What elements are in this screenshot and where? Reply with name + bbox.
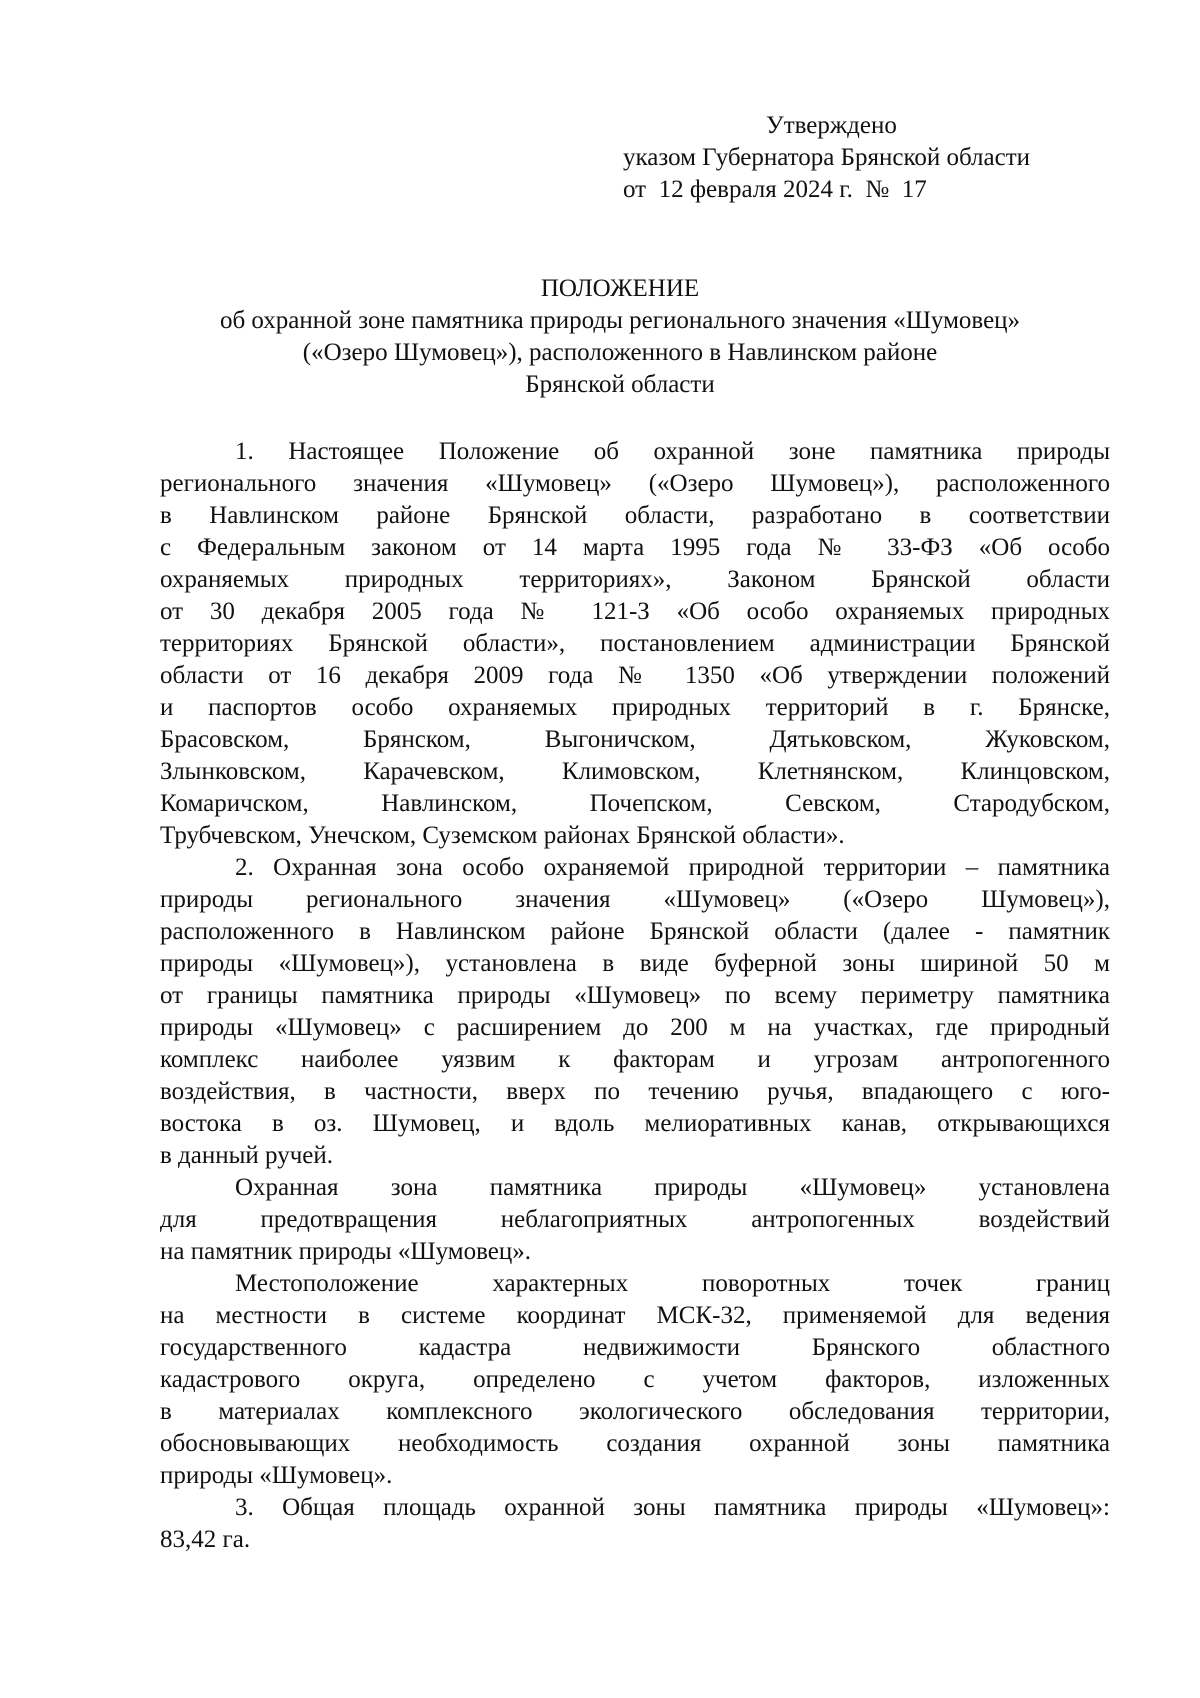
paragraph-line: охраняемых природных территориях», Законом Брянской области bbox=[160, 566, 1110, 593]
paragraph-line: области от 16 декабря 2009 года № 1350 «Об утверждении положений bbox=[160, 662, 1110, 689]
title-line-1: об охранной зоне памятника природы регионального значения «Шумовец» bbox=[219, 307, 1021, 334]
paragraph-line: 2. Охранная зона особо охраняемой природной территории – памятника bbox=[235, 854, 1110, 881]
paragraph-1 bbox=[160, 436, 1110, 852]
paragraph-line: кадастрового округа, определено с учетом факторов, изложенных bbox=[160, 1366, 1110, 1393]
paragraph-line: Трубчевском, Унечском, Суземском районах Брянской области». bbox=[160, 822, 845, 849]
document-title bbox=[160, 273, 1080, 401]
paragraph-line: государственного кадастра недвижимости Брянского областного bbox=[160, 1334, 1110, 1361]
paragraph-line: природы «Шумовец» с расширением до 200 м на участках, где природный bbox=[160, 1014, 1110, 1041]
paragraph-line: 1. Настоящее Положение об охранной зоне памятника природы bbox=[235, 438, 1110, 465]
approval-line-2: указом Губернатора Брянской области bbox=[623, 144, 1031, 171]
paragraph-line: Комаричском, Навлинском, Почепском, Севском, Стародубском, bbox=[160, 790, 1110, 817]
approval-line-1: Утверждено bbox=[766, 112, 897, 139]
paragraph-line: природы «Шумовец». bbox=[160, 1462, 393, 1489]
document-body bbox=[160, 436, 1110, 1556]
approval-stamp bbox=[623, 110, 1083, 206]
paragraph-line: Брасовском, Брянском, Выгоничском, Дятьковском, Жуковском, bbox=[160, 726, 1110, 753]
paragraph-line: на памятник природы «Шумовец». bbox=[160, 1238, 531, 1265]
paragraph-line: с Федеральным законом от 14 марта 1995 года № 33-ФЗ «Об особо bbox=[160, 534, 1110, 561]
paragraph-line: расположенного в Навлинском районе Брянской области (далее - памятник bbox=[160, 918, 1110, 945]
paragraph-line: востока в оз. Шумовец, и вдоль мелиоративных канав, открывающихся bbox=[160, 1110, 1110, 1137]
paragraph-line: 3. Общая площадь охранной зоны памятника природы «Шумовец»: bbox=[235, 1494, 1110, 1521]
paragraph-line: на местности в системе координат МСК-32, применяемой для ведения bbox=[160, 1302, 1110, 1329]
paragraph-line: Злынковском, Карачевском, Климовском, Клетнянском, Клинцовском, bbox=[160, 758, 1110, 785]
paragraph-line: природы регионального значения «Шумовец» («Озеро Шумовец»), bbox=[160, 886, 1110, 913]
paragraph-line: от границы памятника природы «Шумовец» по всему периметру памятника bbox=[160, 982, 1110, 1009]
title-line-3: Брянской области bbox=[525, 371, 715, 398]
paragraph-line: в Навлинском районе Брянской области, разработано в соответствии bbox=[160, 502, 1110, 529]
paragraph-line: и паспортов особо охраняемых природных территорий в г. Брянске, bbox=[160, 694, 1110, 721]
paragraph-line: от 30 декабря 2005 года № 121-З «Об особо охраняемых природных bbox=[160, 598, 1110, 625]
paragraph-3 bbox=[160, 1172, 1110, 1268]
title-line-2: («Озеро Шумовец»), расположенного в Навлинском районе bbox=[302, 339, 938, 366]
paragraph-line: для предотвращения неблагоприятных антропогенных воздействий bbox=[160, 1206, 1110, 1233]
paragraph-line: комплекс наиболее уязвим к факторам и угрозам антропогенного bbox=[160, 1046, 1110, 1073]
approval-line-3: от 12 февраля 2024 г. № 17 bbox=[623, 176, 927, 203]
paragraph-line: воздействия, в частности, вверх по течению ручья, впадающего с юго- bbox=[160, 1078, 1110, 1105]
paragraph-line: Охранная зона памятника природы «Шумовец» установлена bbox=[235, 1174, 1110, 1201]
paragraph-line: в данный ручей. bbox=[160, 1142, 334, 1169]
paragraph-line: природы «Шумовец»), установлена в виде буферной зоны шириной 50 м bbox=[160, 950, 1110, 977]
paragraph-4 bbox=[160, 1268, 1110, 1492]
paragraph-line: обосновывающих необходимость создания охранной зоны памятника bbox=[160, 1430, 1110, 1457]
paragraph-line: 83,42 га. bbox=[160, 1526, 251, 1553]
paragraph-line: в материалах комплексного экологического обследования территории, bbox=[160, 1398, 1110, 1425]
title-heading: ПОЛОЖЕНИЕ bbox=[540, 275, 700, 302]
paragraph-line: Местоположение характерных поворотных точек границ bbox=[235, 1270, 1110, 1297]
paragraph-5 bbox=[160, 1492, 1110, 1556]
paragraph-line: регионального значения «Шумовец» («Озеро Шумовец»), расположенного bbox=[160, 470, 1110, 497]
paragraph-2 bbox=[160, 852, 1110, 1172]
paragraph-line: территориях Брянской области», постановлением администрации Брянской bbox=[160, 630, 1110, 657]
